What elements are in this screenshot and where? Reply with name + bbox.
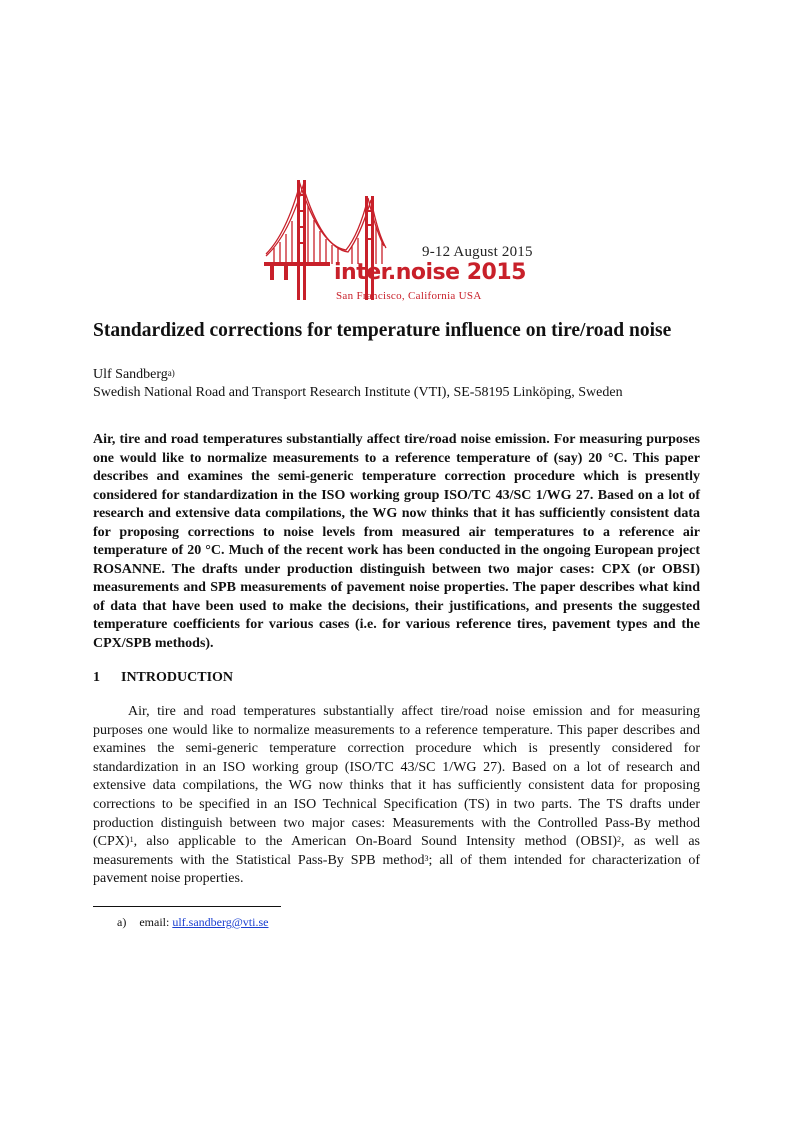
reference-3[interactable]: 3: [424, 853, 429, 863]
conference-date: 9-12 August 2015: [422, 244, 533, 260]
conference-location: San Francisco, California USA: [336, 290, 482, 302]
author-line: [93, 366, 700, 384]
paper-title: Standardized corrections for temperature influence on tire/road noise: [93, 320, 672, 341]
intro-text-2: , also applicable to the American On-Board Sound Intensity method (OBSI): [133, 834, 618, 850]
footnote-label: a): [117, 914, 127, 929]
intro-text-4: ; all of them intended for characterization of pavement noise properties.: [93, 852, 700, 887]
intro-text-3: , as well as measurements with the Statistical Pass-By SPB method: [93, 834, 700, 868]
author-mark: a): [167, 368, 175, 378]
affiliation: Swedish National Road and Transport Research Institute (VTI), SE-58195 Linköping, Sweden: [93, 385, 623, 400]
footnote-divider: [93, 906, 281, 907]
section-heading: [93, 670, 700, 686]
intro-text-1: Air, tire and road temperatures substantially affect tire/road noise emission and for measuring purposes one would like to normalize measurements to a reference temperature. This paper describes and examines the semi-generic temperature correction procedure which is presently considered for standardization in an ISO working group (ISO/TC 43/SC 1/WG 27). Based on a lot of research and extensive data compilations, the WG now thinks that it has sufficiently consistent data for proposing corrections to be specified in an ISO Technical Specification (TS) in two parts. The TS drafts under production distinguish between two major cases: Measurements with the Controlled Pass-By method (CPX): [93, 704, 700, 850]
abstract: Air, tire and road temperatures substantially affect tire/road noise emission. For measuring purposes one would like to normalize measurements to a reference temperature of (say) 20 °C. This paper describes and examines the semi-generic temperature correction procedure which is presently considered for standardization in the ISO working group ISO/TC 43/SC 1/WG 27. Based on a lot of research and extensive data compilations, the WG now thinks that it has sufficiently consistent data for proposing corrections to noise levels from measured air temperatures to a reference air temperature of 20 °C. Much of the recent work has been conducted in the ongoing European project ROSANNE. The drafts under production distinguish between two major cases: CPX (or OBSI) measurements and SPB measurements of pavement noise properties. The paper describes what kind of data that have been used to make the decisions, their justifications, and presents the suggested temperature coefficients for various cases (i.e. for various reference tires, pavement types and the CPX/SPB methods).: [93, 432, 700, 651]
conference-logo: [264, 176, 533, 304]
reference-1[interactable]: 1: [129, 835, 134, 845]
author-name: Ulf Sandberg: [93, 367, 168, 382]
section-title: INTRODUCTION: [121, 670, 234, 685]
section-number: 1: [93, 670, 100, 685]
reference-2[interactable]: 2: [617, 835, 622, 845]
footnote-prefix: email:: [139, 914, 170, 929]
paper-body: [93, 318, 700, 930]
intro-paragraph: [93, 703, 700, 889]
conference-name: inter.noise 2015: [334, 260, 526, 285]
email-link[interactable]: ulf.sandberg@vti.se: [172, 914, 269, 929]
footnote: [93, 915, 700, 930]
